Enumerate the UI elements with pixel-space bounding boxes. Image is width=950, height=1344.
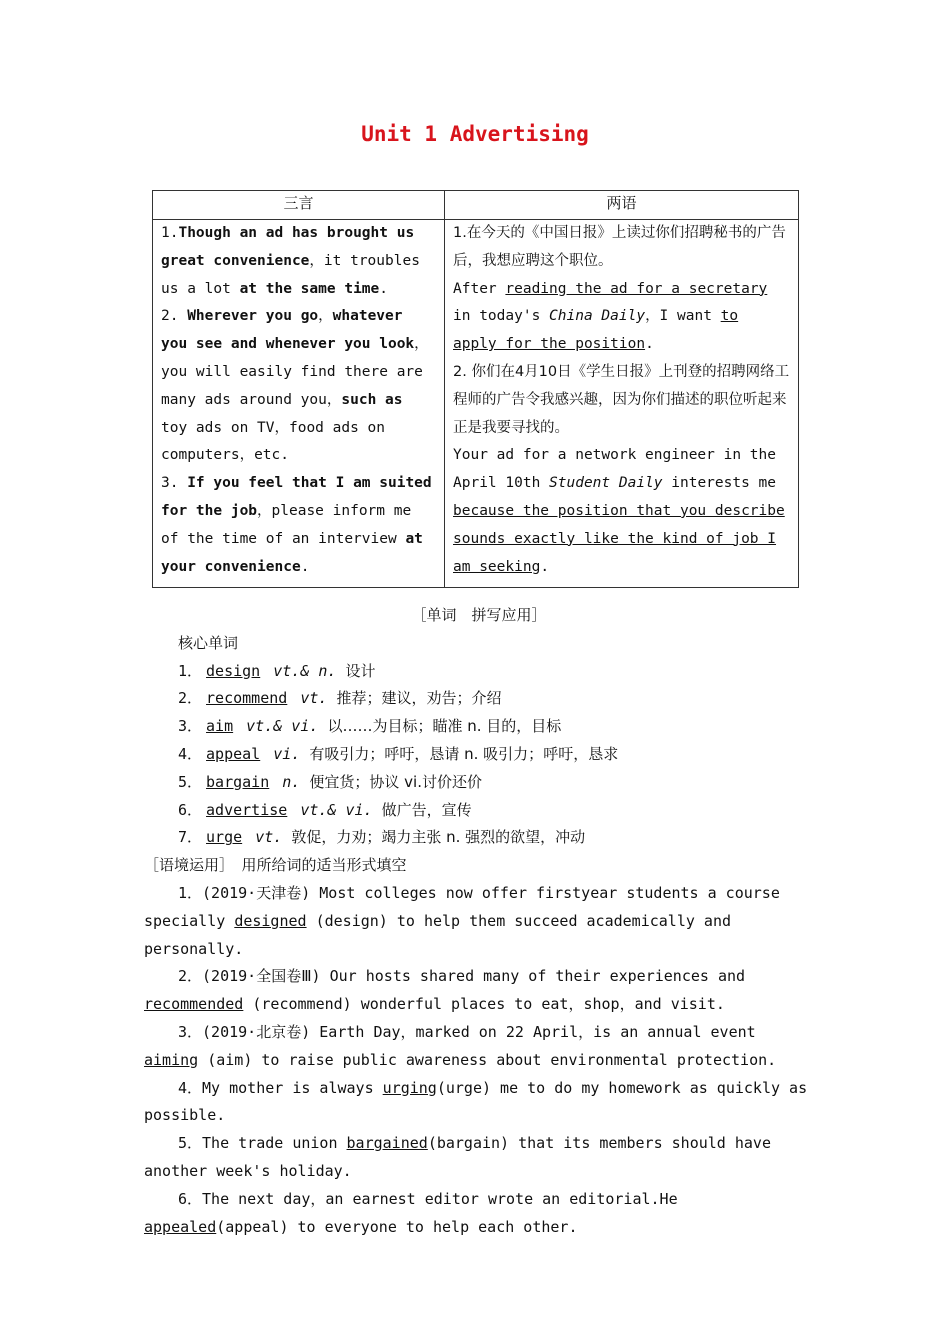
word-answer: advertise	[206, 800, 288, 819]
exercise-answer: designed	[234, 911, 307, 930]
exercise-item	[144, 880, 814, 963]
word-meaning: 有吸引力；呼吁，恳请 n. 吸引力；呼吁，恳求	[309, 744, 619, 763]
part-of-speech: vt.	[255, 828, 283, 847]
answer-underlined: because the position that you describe sounds exactly like the kind of job I am seeking	[453, 502, 785, 575]
exercise-item	[144, 1075, 814, 1131]
word-item	[144, 797, 814, 825]
key-phrase: at your convenience	[161, 530, 423, 575]
sentence-text: .	[300, 558, 310, 575]
exercise-answer: appealed	[144, 1217, 217, 1236]
word-meaning: 做广告，宣传	[381, 800, 472, 819]
sentence-number: 2.	[161, 308, 188, 325]
sentence-number: 1.	[161, 225, 179, 241]
sentence-3	[161, 470, 436, 581]
section-heading: ［单词 拼写应用］	[411, 606, 547, 624]
sentence-2	[161, 303, 436, 470]
exercise-answer: bargained	[346, 1134, 428, 1153]
translation-2	[453, 442, 790, 581]
part-of-speech: vt.& vi.	[246, 717, 319, 736]
exercise-answer: aiming	[144, 1050, 199, 1069]
exercise-text: 3．(2019·北京卷) Earth Day，marked on 22 April，is an annual event	[178, 1022, 756, 1041]
word-number: 1．	[178, 661, 203, 680]
exercise-item	[144, 1130, 814, 1186]
word-answer: recommend	[206, 689, 288, 708]
sentence-text: toy ads on TV，food ads on computers，etc.	[161, 419, 386, 464]
word-meaning: 便宜货；协议 vi.讨价还价	[309, 772, 482, 791]
word-meaning: 敦促，力劝；竭力主张 n. 强烈的欲望，冲动	[291, 828, 586, 847]
sentence-text: Your ad for a network engineer in the April 10th	[453, 447, 777, 492]
exercise-list	[144, 880, 814, 1241]
answer-underlined: reading the ad for a secretary	[505, 280, 768, 297]
answer-underlined: to apply for the position	[453, 308, 739, 353]
part-of-speech: vt.& vi.	[300, 800, 373, 819]
sentence-text: .	[645, 336, 654, 353]
sentence-number: 3.	[161, 475, 188, 492]
exercise-text: 2．(2019·全国卷Ⅲ) Our hosts shared many of their experiences and	[178, 967, 746, 986]
exercise-item	[144, 1019, 814, 1075]
part-of-speech: vt.& n.	[273, 661, 337, 680]
word-answer: aim	[206, 717, 234, 736]
word-number: 7．	[178, 828, 203, 847]
core-words-label: 核心单词	[178, 633, 239, 652]
phrases-table	[152, 190, 799, 588]
right-column-header: 两语	[445, 191, 799, 220]
word-answer: urge	[206, 828, 243, 847]
word-answer: appeal	[206, 744, 261, 763]
word-item	[144, 685, 814, 713]
key-phrase: Though an ad has brought us great convenience	[161, 225, 415, 269]
sentence-text: interests me	[662, 475, 777, 492]
part-of-speech: vi.	[273, 744, 301, 763]
word-meaning: 推荐；建议，劝告；介绍	[336, 689, 502, 708]
word-number: 3．	[178, 717, 203, 736]
newspaper-name: China Daily	[549, 308, 646, 325]
word-answer: design	[206, 661, 261, 680]
word-item	[144, 824, 814, 852]
word-meaning: 设计	[345, 661, 376, 680]
key-phrase: such as	[341, 391, 403, 408]
chinese-prompt-2: 2. 你们在4月10日《学生日报》上刊登的招聘网络工程师的广告令我感兴趣，因为你们描述的职位听起来正是我要寻找的。	[453, 363, 790, 436]
exercise-text: 5．The trade union	[178, 1134, 347, 1153]
word-number: 6．	[178, 800, 203, 819]
context-heading: ［语境运用］ 用所给词的适当形式填空	[144, 856, 407, 875]
sentence-text: .	[379, 280, 388, 297]
right-column-cell	[445, 220, 799, 588]
exercise-text: (design) to help them succeed academically and personally.	[144, 911, 732, 958]
exercise-item	[144, 1186, 814, 1242]
left-column-cell	[153, 220, 445, 588]
sentence-text: ，it troubles us a lot	[161, 252, 420, 297]
exercise-item	[144, 963, 814, 1019]
sentence-text: in today's	[453, 308, 550, 325]
chinese-prompt-1: 1.在今天的《中国日报》上读过你们招聘秘书的广告后，我想应聘这个职位。	[453, 225, 786, 269]
exercise-text: (aim) to raise public awareness about environmental protection.	[198, 1050, 777, 1069]
word-meaning: 以……为目标；瞄准 n. 目的，目标	[327, 717, 562, 736]
sentence-text: ，please inform me of the time of an interview	[161, 502, 412, 547]
key-phrase: at the same time	[239, 280, 380, 297]
part-of-speech: n.	[282, 772, 301, 791]
word-number: 2．	[178, 689, 203, 708]
sentence-text: .	[540, 558, 550, 575]
sentence-text: ，I want	[645, 308, 721, 325]
exercise-text: (bargain) that its members should have another week's holiday.	[144, 1134, 771, 1180]
translation-1	[453, 276, 790, 359]
exercise-answer: recommended	[144, 995, 244, 1014]
exercise-text: 4．My mother is always	[178, 1078, 383, 1097]
word-number: 4．	[178, 744, 203, 763]
page-title: Unit 1 Advertising	[361, 122, 589, 146]
exercise-text: 1．(2019·天津卷) Most colleges now offer firstyear students a course specially	[144, 883, 780, 930]
key-phrase: If you feel that I am suited for the job	[161, 475, 432, 519]
words-section	[144, 602, 814, 1241]
exercise-text: (recommend) wonderful places to eat，shop，and visit.	[243, 995, 725, 1014]
word-item	[144, 658, 814, 686]
exercise-text: (appeal) to everyone to help each other.	[216, 1217, 578, 1236]
word-item	[144, 769, 814, 797]
sentence-text: ，	[318, 308, 333, 325]
part-of-speech: vt.	[300, 689, 328, 708]
exercise-answer: urging	[382, 1078, 437, 1097]
word-item	[144, 713, 814, 741]
exercise-text: (urge) me to do my homework as quickly as possible.	[144, 1078, 808, 1125]
sentence-text: ，you will easily find there are many ads around you，	[161, 336, 429, 408]
word-number: 5．	[178, 772, 203, 791]
key-phrase: Wherever you go	[187, 308, 319, 325]
sentence-1	[161, 220, 436, 303]
word-answer: bargain	[206, 772, 270, 791]
word-item	[144, 741, 814, 769]
newspaper-name: Student Daily	[549, 475, 663, 492]
exercise-text: 6．The next day，an earnest editor wrote an editorial.He	[178, 1189, 678, 1208]
word-list	[144, 658, 814, 853]
sentence-text: After	[453, 280, 506, 297]
left-column-header: 三言	[153, 191, 445, 220]
key-phrase: whatever you see and whenever you look	[161, 308, 415, 353]
